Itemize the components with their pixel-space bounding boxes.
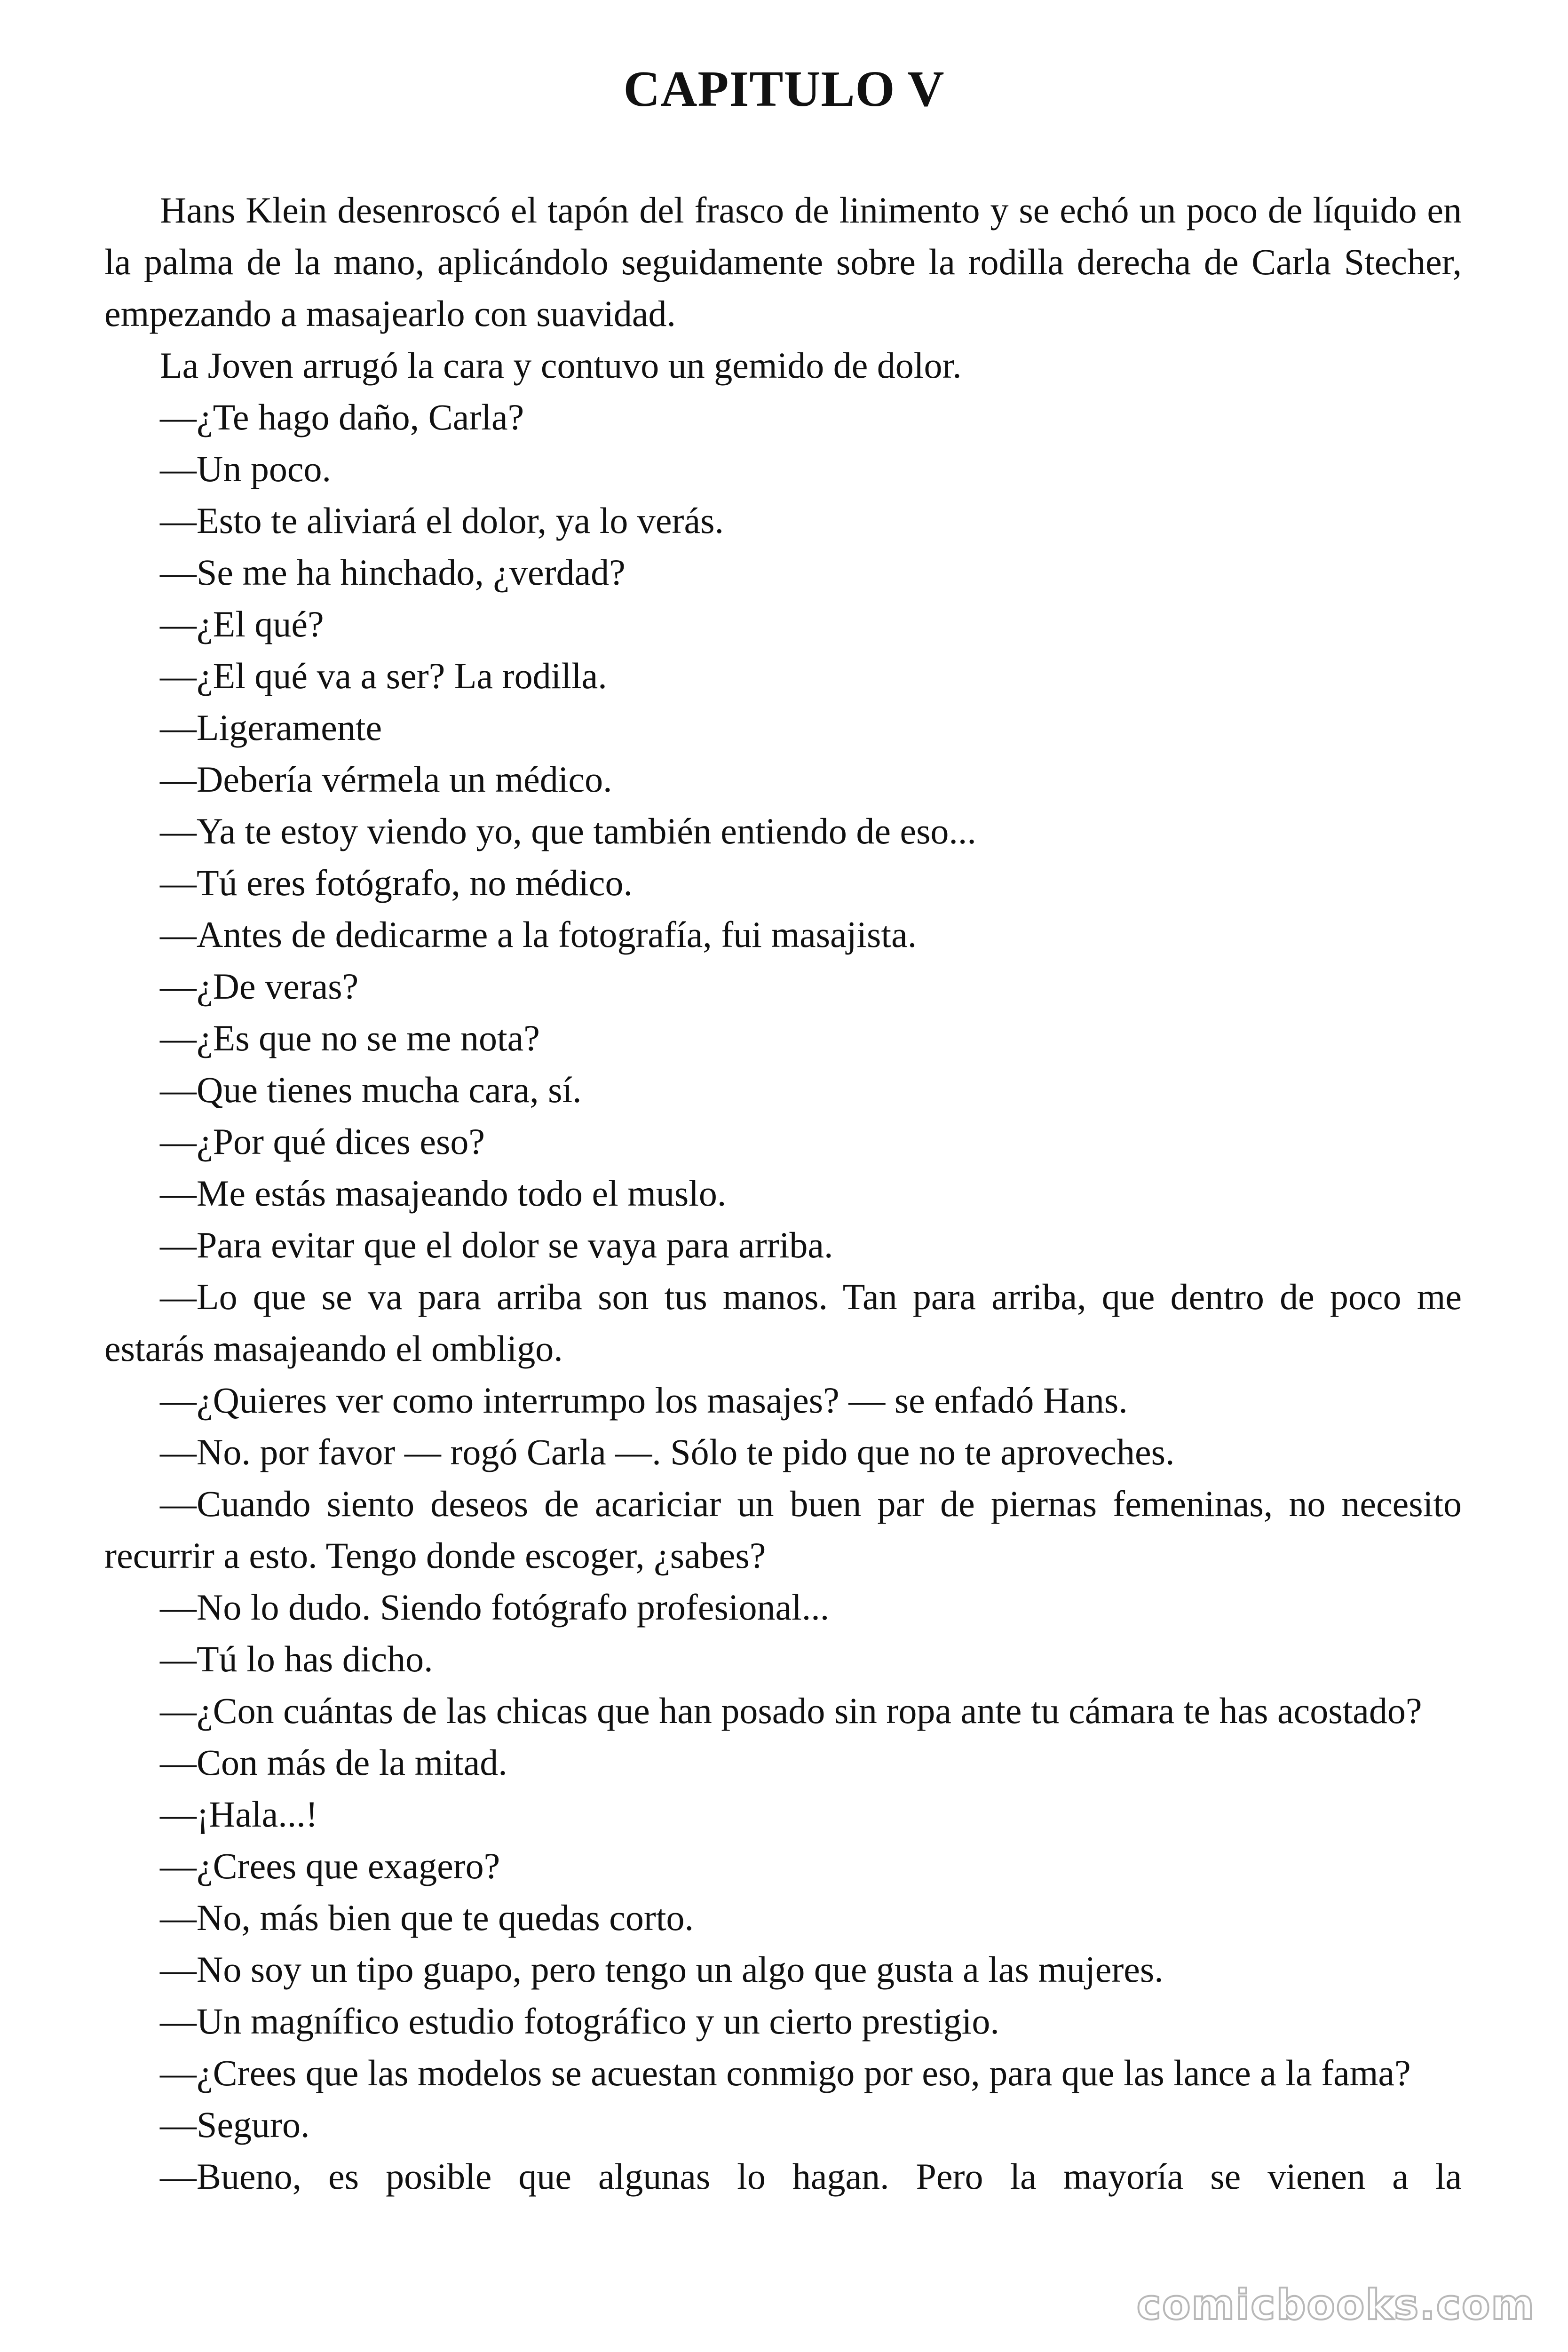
paragraph: —Esto te aliviará el dolor, ya lo verás. [160,500,724,541]
paragraph: La Joven arrugó la cara y contuvo un gemido de dolor. [160,345,962,386]
paragraph: —Antes de dedicarme a la fotografía, fui masajista. [160,914,917,955]
paragraph: —¿De veras? [160,966,359,1007]
paragraph: —No lo dudo. Siendo fotógrafo profesional... [160,1587,830,1628]
paragraph: —¿Es que no se me nota? [160,1017,540,1058]
paragraph: —No soy un tipo guapo, pero tengo un algo que gusta a las mujeres. [160,1949,1164,1990]
paragraph: —Debería vérmela un médico. [160,759,612,800]
paragraph: —Tú lo has dicho. [160,1638,433,1679]
paragraph: —Un poco. [160,448,331,489]
paragraph: —Lo que se va para arriba son tus manos. Tan para arriba, que dentro de poco me estarás masajeando el ombligo. [104,1276,1462,1369]
paragraph: —Ligeramente [160,707,382,748]
paragraph-continued: —Bueno, es posible que algunas lo hagan. Pero la mayoría se vienen a la [160,2156,1462,2197]
paragraph: —¿Crees que las modelos se acuestan conmigo por eso, para que las lance a la fama? [160,2052,1411,2093]
paragraph: —No. por favor — rogó Carla —. Sólo te pido que no te aproveches. [160,1431,1175,1472]
paragraph: —Para evitar que el dolor se vaya para arriba. [160,1224,833,1265]
watermark-logo: comicbooks.com [1132,2279,1540,2331]
paragraph: —¿El qué va a ser? La rodilla. [160,655,607,696]
paragraph: —Que tienes mucha cara, sí. [160,1069,582,1110]
paragraph: —¿El qué? [160,604,324,644]
paragraph: —Me estás masajeando todo el muslo. [160,1173,727,1214]
paragraph: —Tú eres fotógrafo, no médico. [160,862,633,903]
paragraph: —Cuando siento deseos de acariciar un buen par de piernas femeninas, no necesito recurrir a esto. Tengo donde escoger, ¿sabes? [104,1483,1462,1576]
paragraph: —¿Quieres ver como interrumpo los masajes? — se enfadó Hans. [160,1380,1128,1421]
paragraph: —¿Por qué dices eso? [160,1121,485,1162]
paragraph: Hans Klein desenroscó el tapón del frasco de linimento y se echó un poco de líquido en la palma de la mano, aplicándolo seguidamente sobre la rodilla derecha de Carla Stecher, empezando a masajearlo con suavidad. [104,190,1462,334]
body-text [104,184,1462,2202]
chapter-title: CAPITULO V [623,61,945,117]
paragraph: —Se me ha hinchado, ¿verdad? [160,552,626,593]
paragraph: —Un magnífico estudio fotográfico y un cierto prestigio. [160,2001,999,2042]
paragraph: —¿Te hago daño, Carla? [160,397,524,437]
paragraph: —¿Crees que exagero? [160,1845,500,1886]
paragraph: —Ya te estoy viendo yo, que también entiendo de eso... [160,810,976,851]
paragraph: —Con más de la mitad. [160,1742,507,1783]
paragraph: —¿Con cuántas de las chicas que han posado sin ropa ante tu cámara te has acostado? [160,1690,1422,1731]
paragraph: —No, más bien que te quedas corto. [160,1897,694,1938]
paragraph: —¡Hala...! [160,1794,318,1835]
paragraph: —Seguro. [160,2104,310,2145]
